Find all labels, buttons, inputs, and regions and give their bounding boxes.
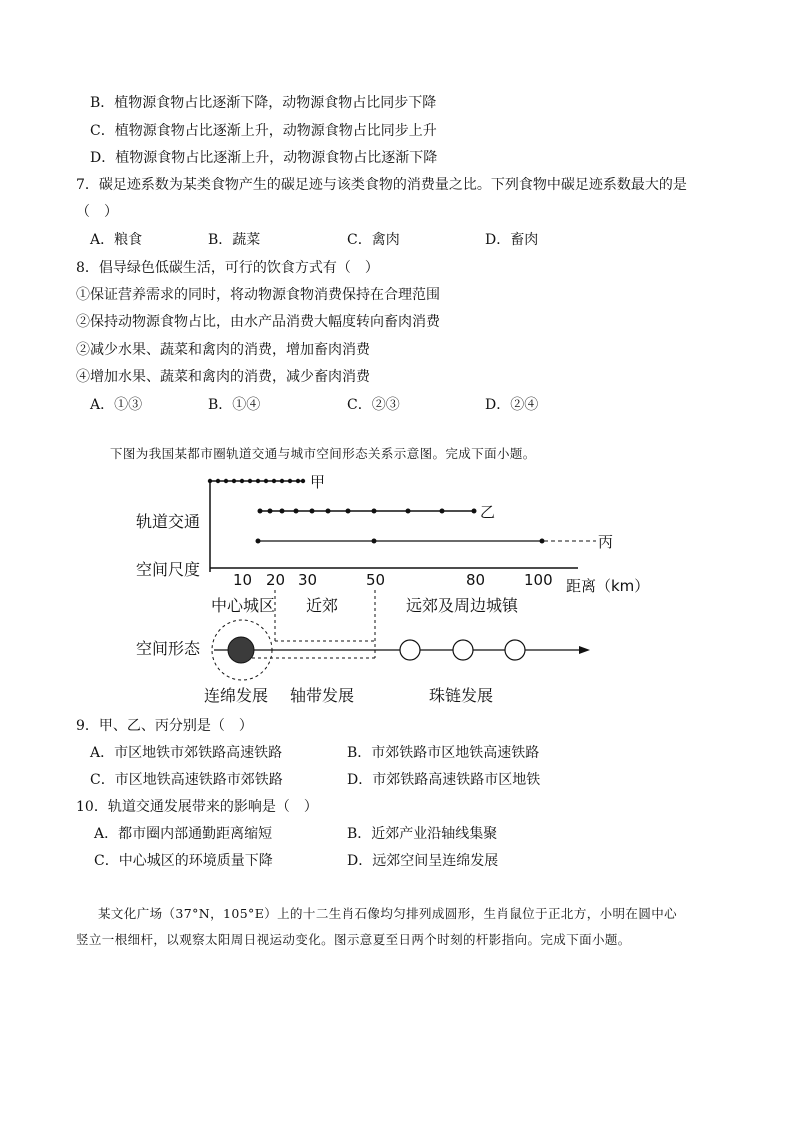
q8-option-b: B．①④: [208, 397, 261, 413]
q8-item-1: ①保证营养需求的同时，将动物源食物消费保持在合理范围: [76, 287, 440, 303]
q7-option-b: B．蔬菜: [208, 232, 261, 248]
zone-label: 远郊及周边城镇: [406, 596, 519, 615]
q10-option-b: B．近郊产业沿轴线集聚: [347, 826, 498, 842]
q10-option-d: D．远郊空间呈连绵发展: [347, 853, 499, 869]
q8-option-c: C．②③: [347, 397, 400, 413]
tick-label: 100: [524, 571, 553, 589]
q8-item-4: ④增加水果、蔬菜和禽肉的消费，减少畜肉消费: [76, 369, 370, 385]
q7-paren: （ ）: [76, 204, 118, 220]
q9-option-b: B．市郊铁路市区地铁高速铁路: [347, 745, 540, 761]
q10-option-c: C．中心城区的环境质量下降: [94, 853, 273, 869]
q8-option-d: D．②④: [485, 397, 539, 413]
q10-stem: 10．轨道交通发展带来的影响是（ ）: [76, 799, 318, 815]
bing-station: [372, 539, 377, 544]
label-bing: 丙: [598, 533, 614, 551]
mode-label: 珠链发展: [429, 686, 494, 705]
arrow-head: [579, 646, 590, 654]
mode-label: 连绵发展: [204, 686, 269, 705]
q8-item-3: ②减少水果、蔬菜和禽肉的消费，增加畜肉消费: [76, 342, 370, 358]
q7-stem: 7．碳足迹系数为某类食物产生的碳足迹与该类食物的消费量之比。下列食物中碳足迹系数最大的是: [76, 177, 687, 193]
q7-option-a: A．粮食: [90, 232, 143, 248]
q9-stem: 9．甲、乙、丙分别是（ ）: [76, 718, 253, 734]
mode-label: 轴带发展: [290, 686, 355, 705]
q9-option-a: A．市区地铁市郊铁路高速铁路: [90, 745, 283, 761]
q6-option-b: B．植物源食物占比逐渐下降，动物源食物占比同步下降: [90, 95, 437, 111]
label-yi: 乙: [480, 503, 496, 521]
zone-label: 近郊: [306, 596, 339, 615]
q7-option-c: C．禽肉: [347, 232, 400, 248]
q8-item-2: ②保持动物源食物占比，由水产品消费大幅度转向畜肉消费: [76, 314, 440, 330]
satellite-town: [400, 640, 420, 660]
q9-option-d: D．市郊铁路高速铁路市区地铁: [347, 772, 541, 788]
ylabel-rail: 轨道交通: [136, 512, 201, 531]
diagram-intro: 下图为我国某都市圈轨道交通与城市空间形态关系示意图。完成下面小题。: [110, 446, 536, 461]
q7-option-d: D．畜肉: [485, 232, 539, 248]
bing-station: [256, 539, 261, 544]
q6-option-c: C．植物源食物占比逐渐上升，动物源食物占比同步上升: [90, 123, 437, 139]
bing-station: [540, 539, 545, 544]
q6-option-d: D．植物源食物占比逐渐上升，动物源食物占比逐渐下降: [90, 150, 438, 166]
sundial-intro-line-2: 竖立一根细杆，以观察太阳周日视运动变化。图示意夏至日两个时刻的杆影指向。完成下面小题。: [76, 932, 631, 947]
tick-label: 80: [466, 571, 486, 589]
sundial-intro-line-1: 某文化广场（37°N，105°E）上的十二生肖石像均匀排列成圆形，生肖鼠位于正北方，小明在圆中心: [98, 906, 678, 921]
x-axis-label: 距离（km）: [566, 577, 650, 595]
satellite-town: [505, 640, 525, 660]
tick-label: 50: [366, 571, 386, 589]
tick-label: 20: [266, 571, 286, 589]
q10-option-a: A．都市圈内部通勤距离缩短: [94, 826, 273, 842]
zone-label: 中心城区: [211, 596, 276, 615]
tick-label: 10: [233, 571, 253, 589]
tick-label: 30: [298, 571, 318, 589]
ylabel-form: 空间形态: [136, 639, 201, 658]
ylabel-scale: 空间尺度: [136, 560, 201, 579]
q9-option-c: C．市区地铁高速铁路市郊铁路: [90, 772, 283, 788]
rail-space-diagram: [120, 464, 660, 714]
label-jia: 甲: [310, 473, 326, 491]
satellite-town: [453, 640, 473, 660]
q8-option-a: A．①③: [90, 397, 143, 413]
q8-stem: 8．倡导绿色低碳生活，可行的饮食方式有（ ）: [76, 260, 379, 276]
core-city: [228, 637, 254, 663]
